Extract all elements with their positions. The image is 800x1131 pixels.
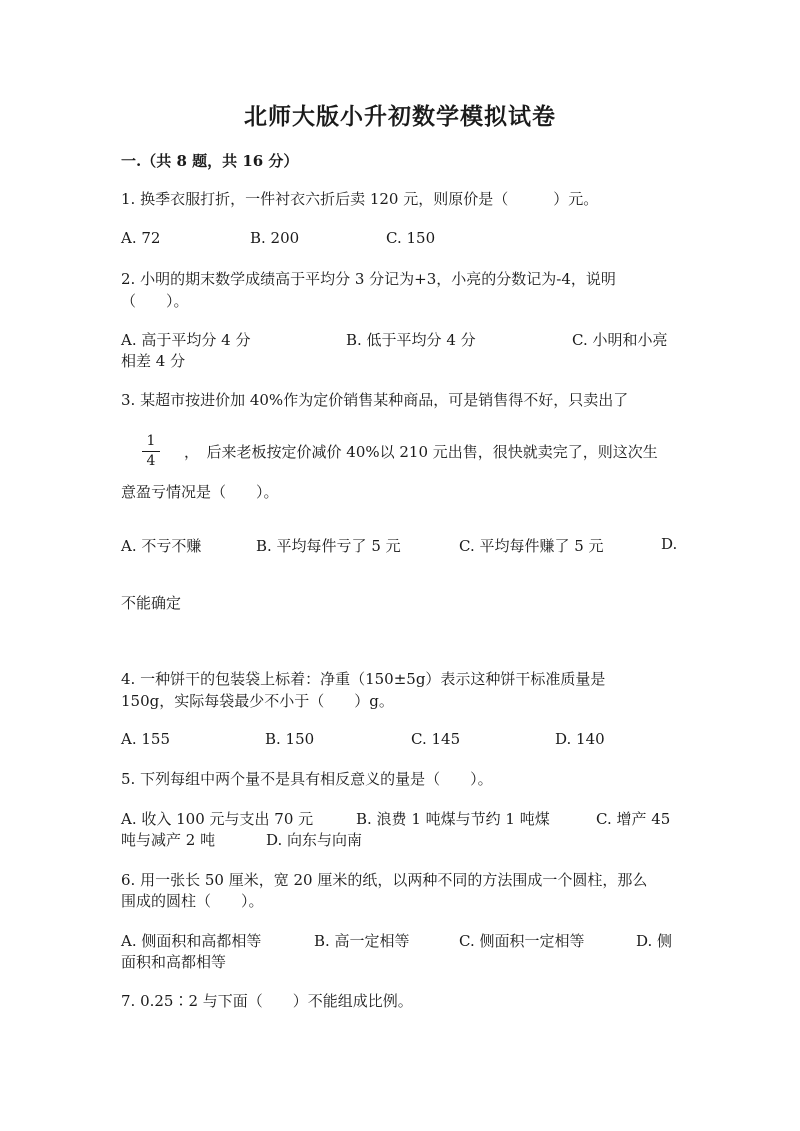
question-3-option-c: C. 平均每件赚了 5 元 [459, 537, 604, 555]
question-3-option-d: D. [661, 535, 678, 553]
question-6-option-d: D. 侧 [636, 932, 673, 950]
question-4-option-a: A. 155 [121, 730, 170, 748]
question-3-option-a: A. 不亏不赚 [121, 537, 202, 555]
fraction-one-quarter [142, 433, 160, 470]
section-heading: 一.（共 8 题，共 16 分） [121, 152, 299, 170]
question-5-option-b: B. 浪费 1 吨煤与节约 1 吨煤 [356, 810, 550, 828]
question-4-option-b: B. 150 [265, 730, 315, 748]
question-2-stem-line-1: 2. 小明的期末数学成绩高于平均分 3 分记为+3，小亮的分数记为-4，说明 [121, 270, 616, 288]
question-5-option-a: A. 收入 100 元与支出 70 元 [121, 810, 314, 828]
question-4-stem-line-2: 150g，实际每袋最少不小于（ ）g。 [121, 692, 394, 710]
question-6-option-d-continued: 面积和高都相等 [121, 953, 227, 971]
question-3-option-b: B. 平均每件亏了 5 元 [256, 537, 401, 555]
question-3-option-d-continued: 不能确定 [121, 594, 182, 612]
question-2-option-c: C. 小明和小亮 [572, 331, 668, 349]
question-5-option-c: C. 增产 45 [596, 810, 671, 828]
question-2-option-a: A. 高于平均分 4 分 [121, 331, 251, 349]
question-2-option-c-continued: 相差 4 分 [121, 352, 186, 370]
question-2-stem-line-2: （ ）。 [121, 292, 189, 310]
page-title: 北师大版小升初数学模拟试卷 [244, 103, 556, 130]
question-4-stem-line-1: 4. 一种饼干的包装袋上标着：净重（150±5g）表示这种饼干标准质量是 [121, 670, 606, 688]
question-5-option-d: D. 向东与向南 [266, 831, 363, 849]
question-3-stem-line-1: 3. 某超市按进价加 40%作为定价销售某种商品，可是销售得不好，只卖出了 [121, 391, 629, 409]
question-4-option-c: C. 145 [411, 730, 461, 748]
question-1-option-b: B. 200 [250, 229, 300, 247]
question-6-option-c: C. 侧面积一定相等 [459, 932, 585, 950]
question-1-option-a: A. 72 [121, 229, 161, 247]
question-6-stem-line-2: 围成的圆柱（ ）。 [121, 892, 264, 910]
question-5-option-c-continued: 吨与减产 2 吨 [121, 831, 216, 849]
fraction-denominator: 4 [146, 453, 156, 469]
question-1-option-c: C. 150 [386, 229, 436, 247]
question-5-stem: 5. 下列每组中两个量不是具有相反意义的量是（ ）。 [121, 770, 493, 788]
question-2-option-b: B. 低于平均分 4 分 [346, 331, 476, 349]
question-3-stem-line-3: 意盈亏情况是（ ）。 [121, 483, 279, 501]
question-3-stem-line-2: ， 后来老板按定价减价 40%以 210 元出售，很快就卖完了，则这次生 [184, 443, 658, 461]
question-6-stem-line-1: 6. 用一张长 50 厘米，宽 20 厘米的纸，以两种不同的方法围成一个圆柱，那么 [121, 871, 648, 889]
question-6-option-b: B. 高一定相等 [314, 932, 410, 950]
question-6-option-a: A. 侧面积和高都相等 [121, 932, 262, 950]
fraction-numerator: 1 [142, 433, 160, 452]
question-7-stem: 7. 0.25∶2 与下面（ ）不能组成比例。 [121, 992, 413, 1010]
question-1-stem: 1. 换季衣服打折，一件衬衣六折后卖 120 元，则原价是（ ）元。 [121, 190, 599, 208]
question-4-option-d: D. 140 [555, 730, 605, 748]
